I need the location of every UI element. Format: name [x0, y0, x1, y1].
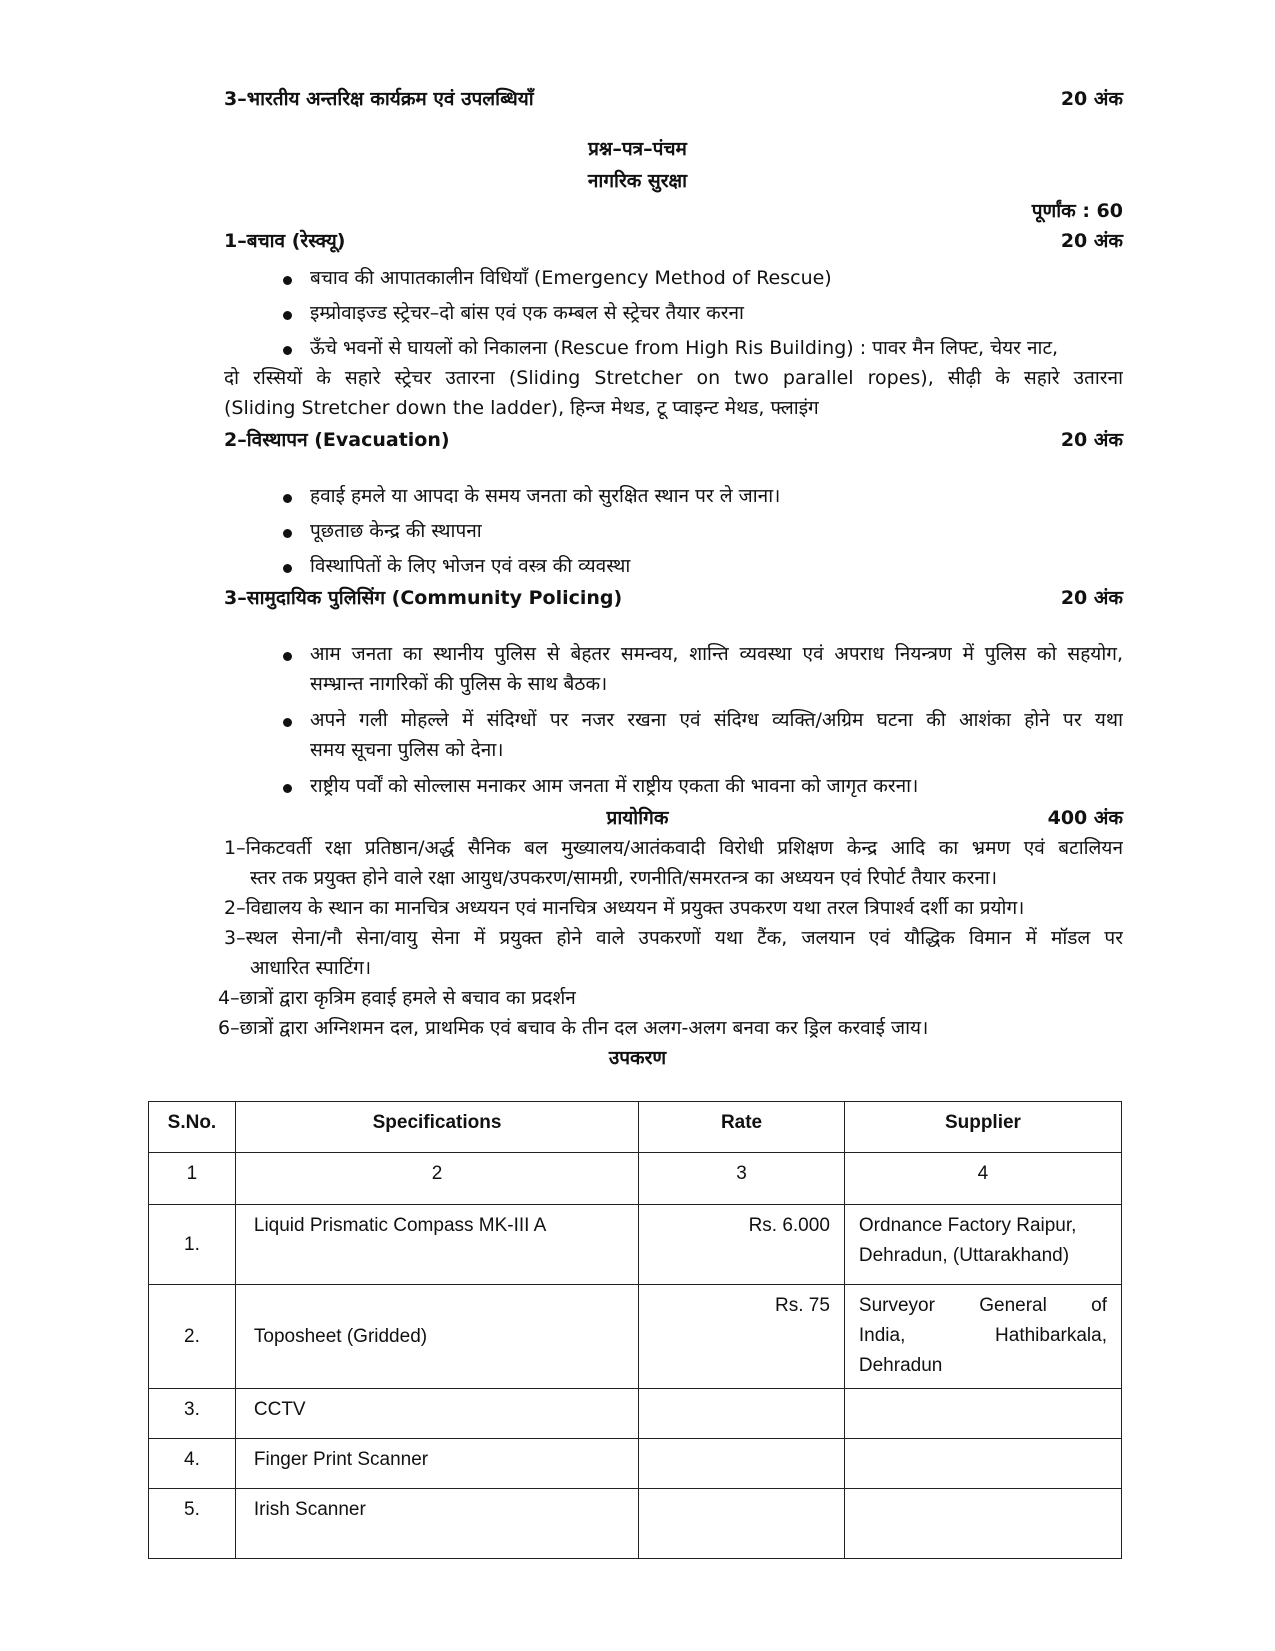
topic-space-programme: 3–भारतीय अन्तरिक्ष कार्यक्रम एवं उपलब्धियाँ	[224, 88, 534, 110]
row-number: 1.	[149, 1205, 236, 1285]
table-row	[149, 1153, 1122, 1205]
row-supplier	[844, 1205, 1121, 1285]
table-header-row	[149, 1102, 1122, 1153]
col-header-specifications: Specifications	[235, 1102, 638, 1153]
bullet-icon	[283, 346, 292, 355]
row-rate	[639, 1439, 845, 1489]
s1-bullet-3-line-1: ऊँचे भवनों से घायलों को निकालना (Rescue from High Ris Building) : पावर मैन लिफ्ट, चेयर नाट,	[310, 337, 1059, 359]
s1-bullet-1: बचाव की आपातकालीन विधियाँ (Emergency Method of Rescue)	[310, 267, 832, 289]
col-header-sno: S.No.	[149, 1102, 236, 1153]
s3-bullet-3: राष्ट्रीय पर्वों को सोल्लास मनाकर आम जनता में राष्ट्रीय एकता की भावना को जागृत करना।	[310, 775, 919, 797]
paper-title: प्रश्न–पत्र–पंचम	[588, 138, 687, 160]
practical-heading: प्रायोगिक	[606, 807, 669, 829]
section-3-marks: 20 अंक	[1060, 587, 1123, 609]
practical-item-1-line-2: स्तर तक प्रयुक्त होने वाले रक्षा आयुध/उपकरण/सामग्री, रणनीति/समरतन्त्र का अध्ययन एवं रिपोर्ट तैयार करना।	[250, 867, 998, 889]
row-specification: CCTV	[235, 1389, 638, 1439]
s1-bullet-3-line-2: दो रस्सियों के सहारे स्ट्रेचर उतारना (Sliding Stretcher on two parallel ropes), सीढ़ी के सहारे उतारना	[224, 367, 1123, 389]
practical-marks: 400 अंक	[1047, 807, 1123, 829]
s2-bullet-1: हवाई हमले या आपदा के समय जनता को सुरक्षित स्थान पर ले जाना।	[310, 485, 781, 507]
row-rate	[639, 1489, 845, 1559]
row-number: 2.	[149, 1285, 236, 1389]
section-2-marks: 20 अंक	[1060, 429, 1123, 451]
num-cell: 2	[235, 1153, 638, 1205]
bullet-icon	[283, 784, 292, 793]
s1-bullet-3-line-3: (Sliding Stretcher down the ladder), हिन्ज मेथड, टू प्वाइन्ट मेथड, फ्लाइंग	[224, 397, 819, 419]
row-specification: Finger Print Scanner	[235, 1439, 638, 1489]
row-number: 5.	[149, 1489, 236, 1559]
s3-bullet-2-line-1: अपने गली मोहल्ले में संदिग्धों पर नजर रखना एवं संदिग्ध व्यक्ति/अग्रिम घटना की आशंका होने पर यथा	[310, 709, 1123, 731]
col-header-supplier: Supplier	[844, 1102, 1121, 1153]
supplier-line: Ordnance Factory Raipur,	[858, 1215, 1077, 1236]
supplier-line: Dehradun, (Uttarakhand)	[858, 1245, 1070, 1266]
s2-bullet-2: पूछताछ केन्द्र की स्थापना	[310, 520, 482, 542]
practical-item-6: 6–छात्रों द्वारा अग्निशमन दल, प्राथमिक एवं बचाव के तीन दल अलग-अलग बनवा कर ड्रिल करवाई जाय।	[218, 1017, 929, 1039]
practical-item-2: 2–विद्यालय के स्थान का मानचित्र अध्ययन एवं मानचित्र अध्ययन में प्रयुक्त उपकरण यथा तरल त्रिपार्श्व दर्शी का प्रयोग।	[224, 897, 1025, 919]
num-cell: 3	[639, 1153, 845, 1205]
row-supplier	[844, 1489, 1121, 1559]
col-header-rate: Rate	[639, 1102, 845, 1153]
row-supplier	[844, 1389, 1121, 1439]
row-supplier	[844, 1285, 1121, 1389]
supplier-line: Surveyor General of	[858, 1295, 1107, 1316]
equipment-heading: उपकरण	[608, 1047, 667, 1069]
practical-item-1-line-1: 1–निकटवर्ती रक्षा प्रतिष्ठान/अर्द्ध सैनिक बल मुख्यालय/आतंकवादी विरोधी प्रशिक्षण केन्द्र आदि का भ्रमण एवं बटालियन	[224, 837, 1123, 859]
table-row	[149, 1205, 1122, 1285]
num-cell: 4	[844, 1153, 1121, 1205]
s1-bullet-2: इम्प्रोवाइज्ड स्ट्रेचर–दो बांस एवं एक कम्बल से स्ट्रेचर तैयार करना	[310, 302, 744, 324]
paper-total-marks: पूर्णांक : 60	[1031, 200, 1123, 222]
practical-item-4: 4–छात्रों द्वारा कृत्रिम हवाई हमले से बचाव का प्रदर्शन	[218, 987, 576, 1009]
s3-bullet-2-line-2: समय सूचना पुलिस को देना।	[310, 739, 504, 761]
s3-bullet-1-line-2: सम्भ्रान्त नागरिकों की पुलिस के साथ बैठक।	[310, 673, 608, 695]
practical-item-3-line-2: आधारित स्पाटिंग।	[250, 957, 372, 979]
num-cell: 1	[149, 1153, 236, 1205]
paper-subtitle: नागरिक सुरक्षा	[587, 170, 688, 192]
bullet-icon	[283, 494, 292, 503]
s2-bullet-3: विस्थापितों के लिए भोजन एवं वस्त्र की व्यवस्था	[310, 555, 631, 577]
bullet-icon	[283, 718, 292, 727]
table-row	[149, 1285, 1122, 1389]
row-number: 3.	[149, 1389, 236, 1439]
bullet-icon	[283, 276, 292, 285]
row-rate	[639, 1389, 845, 1439]
equipment-table	[148, 1101, 1122, 1559]
bullet-icon	[283, 564, 292, 573]
bullet-icon	[283, 311, 292, 320]
bullet-icon	[283, 652, 292, 661]
topic-space-marks: 20 अंक	[1060, 88, 1123, 110]
table-row	[149, 1489, 1122, 1559]
row-number: 4.	[149, 1439, 236, 1489]
row-specification: Liquid Prismatic Compass MK-III A	[235, 1205, 638, 1285]
row-specification: Toposheet (Gridded)	[235, 1285, 638, 1389]
supplier-line: Dehradun	[858, 1355, 943, 1376]
practical-item-3-line-1: 3–स्थल सेना/नौ सेना/वायु सेना में प्रयुक्त होने वाले उपकरणों यथा टैंक, जलयान एवं यौद्धिक विमान में मॉडल पर	[224, 927, 1123, 949]
section-2-heading: 2–विस्थापन (Evacuation)	[224, 429, 450, 451]
table-row	[149, 1439, 1122, 1489]
section-1-marks: 20 अंक	[1060, 230, 1123, 252]
row-rate: Rs. 6.000	[639, 1205, 845, 1285]
row-rate: Rs. 75	[639, 1285, 845, 1389]
row-specification: Irish Scanner	[235, 1489, 638, 1559]
bullet-icon	[283, 529, 292, 538]
row-supplier	[844, 1439, 1121, 1489]
section-3-heading: 3–सामुदायिक पुलिसिंग (Community Policing)	[224, 587, 623, 609]
section-1-heading: 1–बचाव (रेस्क्यू)	[224, 230, 346, 252]
table-row	[149, 1389, 1122, 1439]
supplier-line: India, Hathibarkala,	[858, 1325, 1107, 1346]
s3-bullet-1-line-1: आम जनता का स्थानीय पुलिस से बेहतर समन्वय, शान्ति व्यवस्था एवं अपराध नियन्त्रण में पुलिस को सहयोग,	[310, 643, 1123, 665]
